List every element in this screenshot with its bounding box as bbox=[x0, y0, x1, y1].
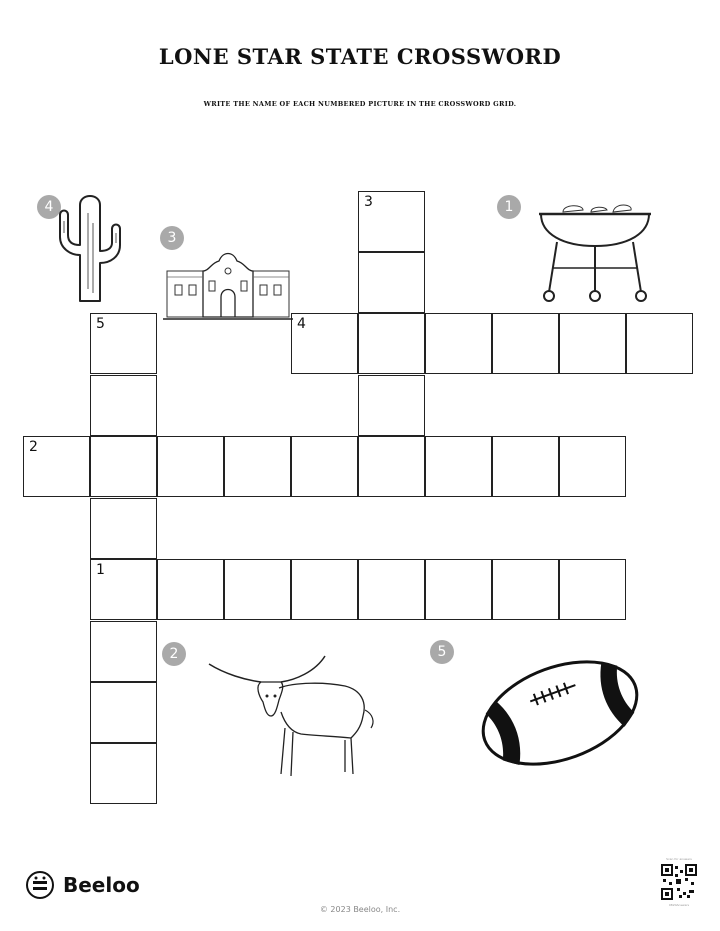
qr-caption-bottom: 0820Answers bbox=[668, 903, 690, 907]
grill-icon bbox=[535, 198, 655, 304]
grid-cell[interactable] bbox=[90, 682, 157, 743]
grid-cell[interactable] bbox=[90, 313, 157, 374]
picture-badge-longhorn: 2 bbox=[162, 642, 186, 666]
qr-code-icon bbox=[661, 864, 697, 900]
instructions: WRITE THE NAME OF EACH NUMBERED PICTURE IN THE CROSSWORD GRID. bbox=[203, 100, 517, 108]
grid-cell[interactable] bbox=[358, 559, 425, 620]
grid-cell[interactable] bbox=[90, 498, 157, 559]
grid-cell[interactable] bbox=[157, 559, 224, 620]
clue-number: 2 bbox=[29, 439, 38, 455]
grid-cell[interactable] bbox=[492, 436, 559, 497]
grid-cell[interactable] bbox=[425, 436, 492, 497]
grid-cell[interactable] bbox=[358, 252, 425, 313]
grid-cell[interactable] bbox=[425, 559, 492, 620]
picture-badge-grill: 1 bbox=[497, 195, 521, 219]
cactus-icon bbox=[52, 193, 127, 305]
bee-icon bbox=[25, 870, 55, 900]
grid-cell[interactable] bbox=[224, 436, 291, 497]
grid-cell[interactable] bbox=[90, 559, 157, 620]
grid-cell[interactable] bbox=[90, 743, 157, 804]
clue-number: 4 bbox=[297, 316, 306, 332]
football-icon bbox=[476, 652, 644, 774]
grid-cell[interactable] bbox=[559, 313, 626, 374]
picture-badge-alamo: 3 bbox=[160, 226, 184, 250]
clue-number: 3 bbox=[364, 194, 373, 210]
grid-cell[interactable] bbox=[291, 436, 358, 497]
grid-cell[interactable] bbox=[291, 559, 358, 620]
grid-cell[interactable] bbox=[626, 313, 693, 374]
grid-cell[interactable] bbox=[23, 436, 90, 497]
grid-cell[interactable] bbox=[492, 559, 559, 620]
grid-cell[interactable] bbox=[291, 313, 358, 374]
grid-cell[interactable] bbox=[358, 436, 425, 497]
qr-caption-top: Scan for answers bbox=[666, 857, 692, 861]
picture-badge-cactus: 4 bbox=[37, 195, 61, 219]
grid-cell[interactable] bbox=[358, 191, 425, 252]
beeloo-logo bbox=[25, 870, 140, 900]
clue-number: 5 bbox=[96, 316, 105, 332]
copyright: © 2023 Beeloo, Inc. bbox=[319, 905, 401, 914]
grid-cell[interactable] bbox=[90, 375, 157, 436]
grid-cell[interactable] bbox=[157, 436, 224, 497]
grid-cell[interactable] bbox=[358, 313, 425, 374]
page-title: LONE STAR STATE CROSSWORD bbox=[158, 44, 562, 69]
grid-cell[interactable] bbox=[425, 313, 492, 374]
clue-number: 1 bbox=[96, 562, 105, 578]
grid-cell[interactable] bbox=[90, 621, 157, 682]
grid-cell[interactable] bbox=[224, 559, 291, 620]
grid-cell[interactable] bbox=[90, 436, 157, 497]
brand-name: Beeloo bbox=[63, 873, 140, 897]
grid-cell[interactable] bbox=[559, 559, 626, 620]
grid-cell[interactable] bbox=[559, 436, 626, 497]
longhorn-icon bbox=[205, 652, 380, 787]
grid-cell[interactable] bbox=[492, 313, 559, 374]
grid-cell[interactable] bbox=[358, 375, 425, 436]
picture-badge-football: 5 bbox=[430, 640, 454, 664]
alamo-icon bbox=[163, 247, 293, 322]
